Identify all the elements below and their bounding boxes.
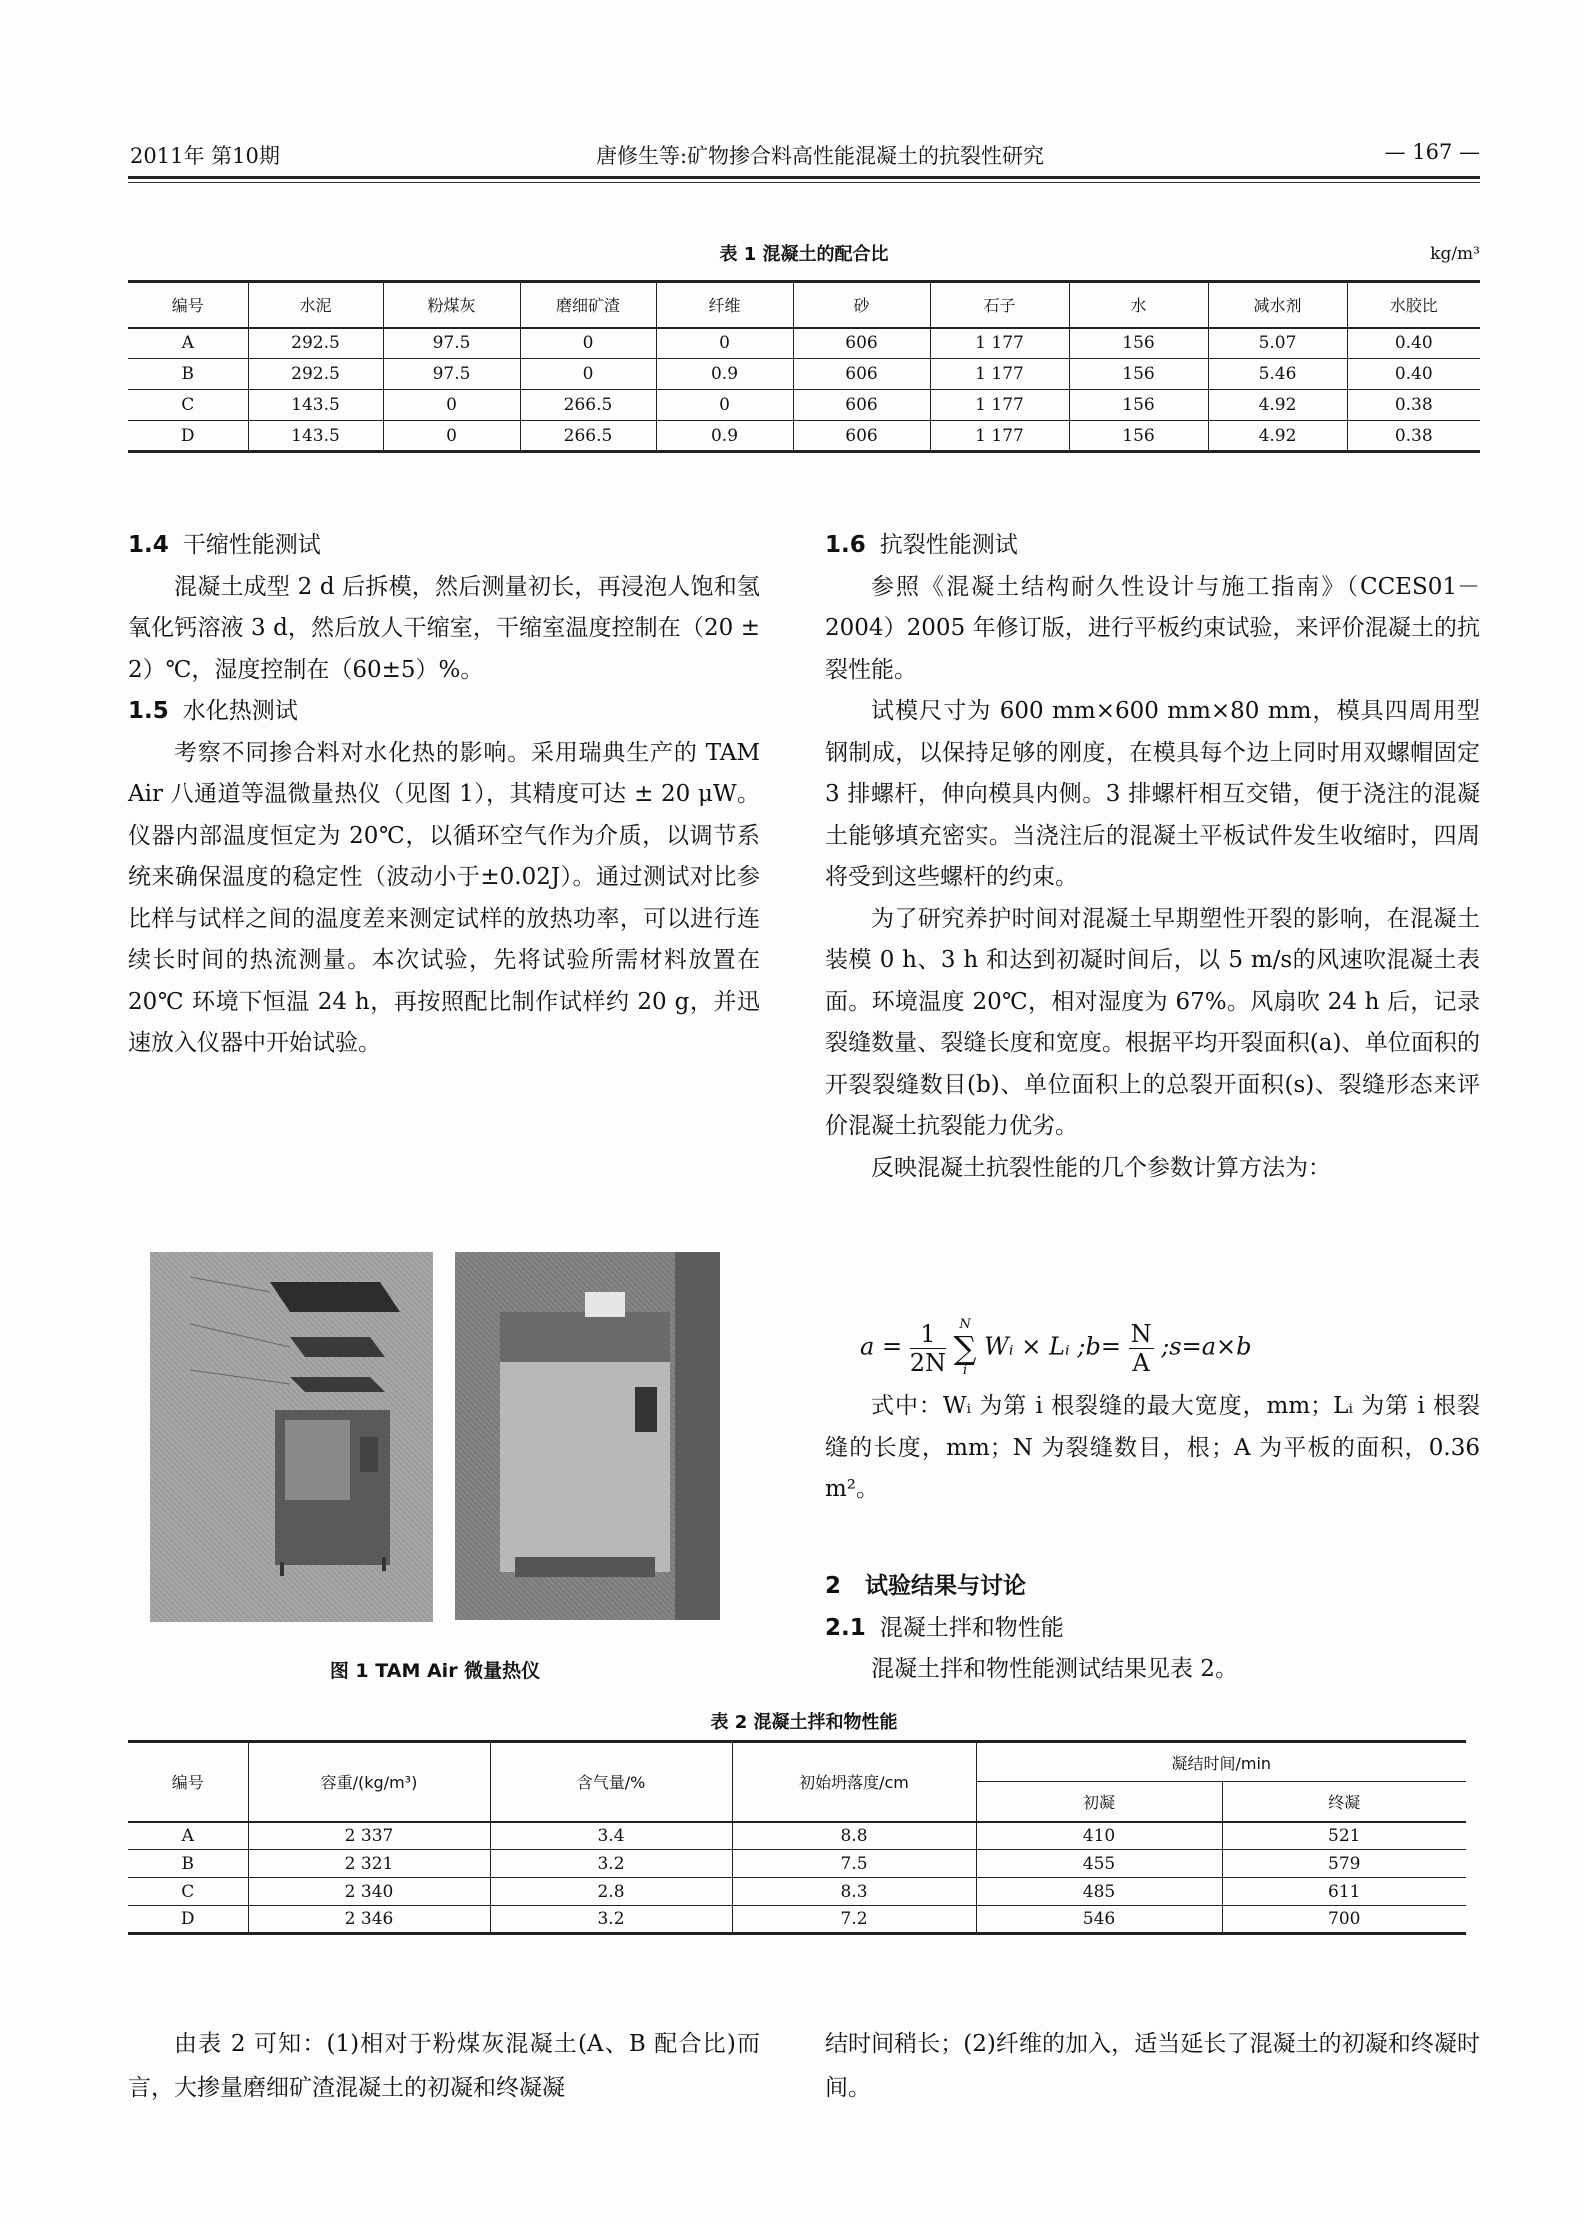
table1-unit: kg/m³ [1430,244,1480,264]
table1-row-id: C [181,395,195,415]
fraction-numerator: N [1130,1319,1152,1348]
formula-a-lhs: a = [860,1332,903,1361]
sum-upper: N [959,1317,971,1332]
paragraph: 由表 2 可知：(1)相对于粉煤灰混凝土(A、B 配合比)而言，大掺量磨细矿渣混凝土的初凝和终凝凝 [128,2031,760,2101]
right-column-continued [825,1386,1480,1511]
table2-cell: 2 321 [248,1850,490,1878]
table1-cell: 0.9 [656,359,793,390]
formula-b-lhs: ;b= [1077,1332,1121,1361]
table1-cell: 0 [383,421,520,452]
table1-cell: 606 [793,328,930,359]
header-rule [128,176,1480,179]
table1-cell: 97.5 [383,359,520,390]
summation [954,1318,977,1378]
table2-cell: 8.3 [732,1878,976,1906]
table1-cell: 156 [1069,359,1208,390]
table1-cell: 1 177 [930,421,1069,452]
table2-row-id: D [180,1909,195,1929]
table2-header-row [128,1742,1466,1782]
table2-row [128,1822,1466,1850]
table1-col-header: 水泥 [248,282,383,328]
table2-cell: 2.8 [490,1878,732,1906]
table1-row [128,328,1480,359]
table2-row [128,1906,1466,1934]
section-number: 2.1 [825,1614,866,1641]
table1-cell: 4.92 [1208,421,1347,452]
page-number: — 167 — [1384,140,1480,164]
section-2 [825,1566,1480,1691]
section-number: 2 [825,1573,842,1599]
paragraph: 混凝土拌和物性能测试结果见表 2。 [871,1656,1238,1682]
table1-cell: 606 [793,390,930,421]
right-column [825,525,1480,1189]
bottom-right-paragraph [825,2022,1480,2110]
table1-row [128,390,1480,421]
table1-row-id: D [180,425,195,446]
table1-cell: 1 177 [930,328,1069,359]
table2-cell: 2 346 [248,1906,490,1934]
journal-issue: 2011年 第10期 [130,144,280,168]
table1-col-header: 水 [1069,282,1208,328]
table1-cell: 156 [1069,421,1208,452]
table1-col-header: 编号 [128,282,248,328]
fraction-denominator: A [1132,1348,1150,1377]
table1-cell: 1 177 [930,359,1069,390]
table2-col-header: 容重/(kg/m³) [248,1742,490,1822]
table1-cell: 0 [656,328,793,359]
table1-cell: 143.5 [248,421,383,452]
paragraph: 反映混凝土抗裂性能的几个参数计算方法为： [871,1154,1331,1181]
formula-fraction-2 [1129,1320,1154,1377]
table2-col-header: 初始坍落度/cm [732,1742,976,1822]
table2-cell: 3.2 [490,1850,732,1878]
table2-cell: 579 [1222,1850,1466,1878]
table2-row-id: B [181,1853,194,1874]
figure1-diagram-photo [150,1252,433,1622]
table2-col-header: 凝结时间/min [976,1742,1466,1782]
left-column [128,525,760,1065]
table2-subcol-header: 初凝 [976,1782,1222,1822]
figure1-caption: 图 1 TAM Air 微量热仪 [329,1660,541,1682]
table1-col-header: 减水剂 [1208,282,1347,328]
sum-sign: ∑ [953,1329,977,1367]
paragraph: 结时间稍长；(2)纤维的加入，适当延长了混凝土的初凝和终凝时间。 [825,2031,1480,2101]
paragraph: 试模尺寸为 600 mm×600 mm×80 mm，模具四周用型钢制成，以保持足够的刚度，在模具每个边上同时用双螺帽固定 3 排螺杆，伸向模具内侧。3 排螺杆相互交错，便于浇注的混凝土能够填充密实。当浇注后的混凝土平板试件发生收缩时，四周将受到这些螺杆的约束。 [825,698,1480,890]
table2-cell: 2 340 [248,1878,490,1906]
formula-fraction-1 [910,1320,946,1377]
calorimeter-exploded-diagram [150,1252,433,1622]
formula-term: Wᵢ × Lᵢ [984,1332,1070,1361]
header-rule-thin [128,182,1480,183]
table1-cell: 0 [520,359,656,390]
table2-cell: 410 [976,1822,1222,1850]
table2-row-id: A [181,1825,194,1846]
table1-cell: 0.9 [656,421,793,452]
table1-cell: 606 [793,421,930,452]
table1-col-header: 石子 [930,282,1069,328]
paragraph: 为了研究养护时间对混凝土早期塑性开裂的影响，在混凝土装模 0 h、3 h 和达到初凝时间后，以 5 m/s的风速吹混凝土表面。环境温度 20℃，相对湿度为 67%。风扇吹 24 h 后，记录裂缝数量、裂缝长度和宽度。根据平均开裂面积(a)、单位面积的开裂裂缝数目(b)、单位面积上的总裂开面积(s)、裂缝形态来评价混凝土抗裂能力优劣。 [825,905,1480,1139]
table1-cell: 266.5 [520,390,656,421]
paragraph: 参照《混凝土结构耐久性设计与施工指南》（CCES01－2004）2005 年修订版，进行平板约束试验，来评价混凝土的抗裂性能。 [825,573,1480,683]
table1-cell: 5.46 [1208,359,1347,390]
table1-cell: 1 177 [930,390,1069,421]
table1-cell: 4.92 [1208,390,1347,421]
table1-cell: 0.40 [1347,328,1480,359]
table1-cell: 156 [1069,328,1208,359]
table1-cell: 292.5 [248,359,383,390]
formula-s-part: ;s=a×b [1161,1332,1252,1361]
crack-formula [860,1318,1252,1378]
table2-cell: 455 [976,1850,1222,1878]
calorimeter-photo [455,1252,720,1620]
table1-cell: 5.07 [1208,328,1347,359]
table1-row-id: A [181,333,194,354]
table2-cell: 3.2 [490,1906,732,1934]
table1-cell: 0.40 [1347,359,1480,390]
section-title: 试验结果与讨论 [865,1573,1027,1599]
section-1-4-heading [128,525,760,567]
section-title: 混凝土拌和物性能 [879,1614,1064,1641]
table2-cell: 7.5 [732,1850,976,1878]
table1-cell: 143.5 [248,390,383,421]
table1-cell: 606 [793,359,930,390]
section-number: 1.6 [825,532,866,558]
table1-cell: 292.5 [248,328,383,359]
section-2-heading [825,1566,1480,1608]
paragraph: 考察不同掺合料对水化热的影响。采用瑞典生产的 TAM Air 八通道等温微量热仪（见图 1），其精度可达 ± 20 μW。仪器内部温度恒定为 20℃，以循环空气作为介质，以调节系统来确保温度的稳定性（波动小于±0.02J）。通过测试对比参比样与试样之间的温度差来测定试样的放热功率，可以进行连续长时间的热流测量。本次试验，先将试验所需材料放置在 20℃ 环境下恒温 24 h，再按照配比制作试样约 20 g，并迅速放入仪器中开始试验。 [128,739,760,1056]
table1-cell: 0 [383,390,520,421]
table1-col-header: 砂 [793,282,930,328]
fraction-denominator: 2N [909,1348,946,1377]
table1-row [128,359,1480,390]
section-2-1-heading [825,1608,1480,1650]
table1-cell: 0 [520,328,656,359]
table2-cell: 546 [976,1906,1222,1934]
section-title: 水化热测试 [182,698,298,724]
table1-col-header: 粉煤灰 [383,282,520,328]
table1-cell: 0 [656,390,793,421]
table1-header-row [128,282,1480,328]
table2-cell: 611 [1222,1878,1466,1906]
fraction-numerator: 1 [910,1320,946,1349]
table1-col-header: 纤维 [656,282,793,328]
table2-row [128,1878,1466,1906]
table2-cell: 485 [976,1878,1222,1906]
section-1-5-heading [128,691,760,733]
paragraph: 式中：Wᵢ 为第 i 根裂缝的最大宽度，mm；Lᵢ 为第 i 根裂缝的长度，mm；N 为裂缝数目，根；A 为平板的面积，0.36 m²。 [825,1393,1480,1502]
paragraph: 混凝土成型 2 d 后拆模，然后测量初长，再浸泡人饱和氢氧化钙溶液 3 d，然后放人干缩室，干缩室温度控制在（20 ± 2）℃，湿度控制在（60±5）%。 [128,573,760,683]
section-title: 干缩性能测试 [182,532,321,558]
table1-col-header: 水胶比 [1347,282,1480,328]
table2-cell: 3.4 [490,1822,732,1850]
table2-row [128,1850,1466,1878]
table2-cell: 2 337 [248,1822,490,1850]
table2-cell: 8.8 [732,1822,976,1850]
section-number: 1.5 [128,698,169,724]
table1-mix-proportions [128,280,1480,453]
table1-cell: 266.5 [520,421,656,452]
figure1-instrument-photo [455,1252,720,1620]
table1-row-id: B [181,364,194,384]
table2-caption: 表 2 混凝土拌和物性能 [710,1712,898,1733]
sum-lower: i [962,1363,968,1378]
table1-cell: 0.38 [1347,421,1480,452]
table1-cell: 156 [1069,390,1208,421]
table2-subcol-header: 终凝 [1222,1782,1466,1822]
section-title: 抗裂性能测试 [879,532,1018,558]
table2-fresh-properties [128,1740,1466,1935]
table1-cell: 97.5 [383,328,520,359]
table2-row-id: C [181,1881,195,1902]
table1-cell: 0.38 [1347,390,1480,421]
table2-cell: 521 [1222,1822,1466,1850]
section-1-6-heading [825,525,1480,567]
bottom-left-paragraph [128,2022,760,2110]
table2-col-header: 编号 [128,1742,248,1822]
table2-cell: 7.2 [732,1906,976,1934]
section-number: 1.4 [128,532,169,558]
running-title: 唐修生等:矿物掺合料高性能混凝土的抗裂性研究 [595,144,1045,168]
table1-row [128,421,1480,452]
table1-caption: 表 1 混凝土的配合比 [719,244,889,265]
table1-col-header: 磨细矿渣 [520,282,656,328]
table2-col-header: 含气量/% [490,1742,732,1822]
table2-cell: 700 [1222,1906,1466,1934]
